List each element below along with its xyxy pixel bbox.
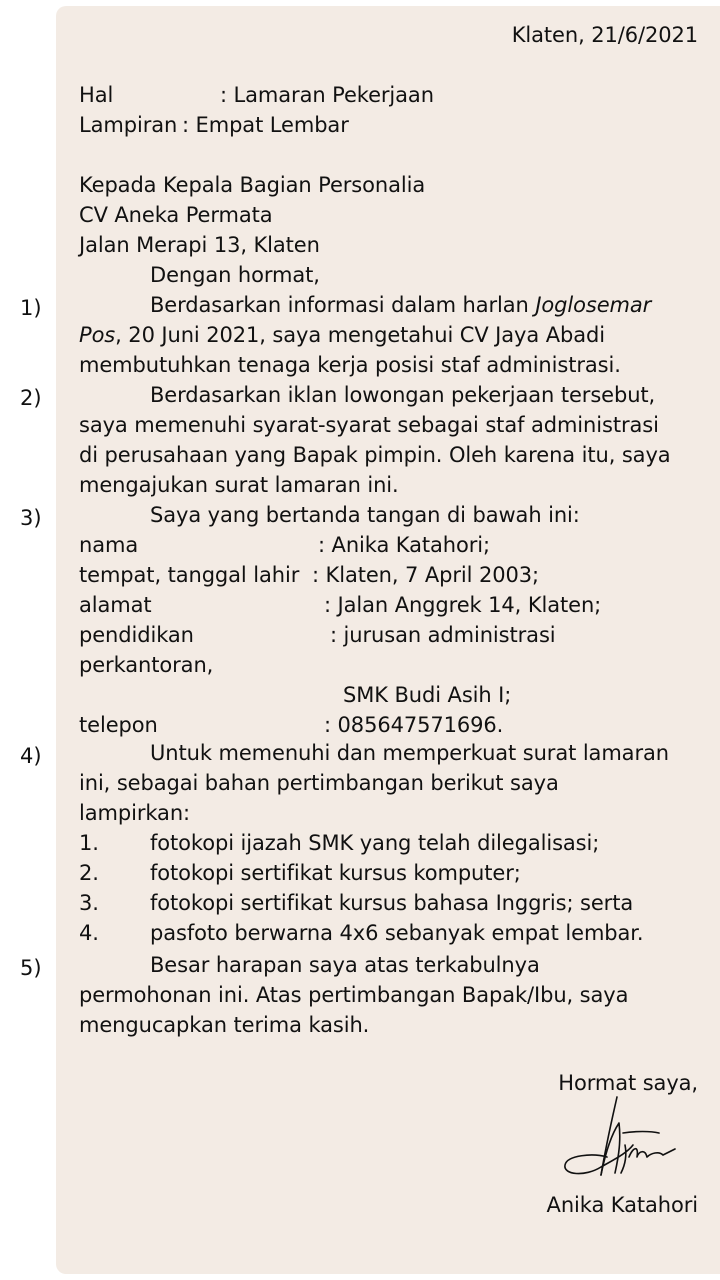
- list-item: fotokopi sertifikat kursus bahasa Inggris; serta: [150, 891, 634, 915]
- subject-label: Hal: [79, 83, 114, 107]
- greeting: Dengan hormat,: [150, 263, 320, 287]
- bio-school: SMK Budi Asih I;: [343, 683, 512, 707]
- p2-line: saya memenuhi syarat-syarat sebagai staf administrasi: [79, 413, 659, 437]
- newspaper-name-cont: Pos: [79, 323, 116, 347]
- list-item: pasfoto berwarna 4x6 sebanyak empat lembar.: [150, 921, 644, 945]
- p5-line: mengucapkan terima kasih.: [79, 1013, 370, 1037]
- p2-line: Berdasarkan iklan lowongan pekerjaan tersebut,: [150, 383, 656, 407]
- recipient-line: Jalan Merapi 13, Klaten: [79, 233, 320, 257]
- bio-birth-label: tempat, tanggal lahir: [79, 563, 300, 587]
- closing: Hormat saya,: [558, 1071, 698, 1095]
- p4-line: lampirkan:: [79, 801, 191, 825]
- list-item: fotokopi sertifikat kursus komputer;: [150, 861, 521, 885]
- bio-education-cont: perkantoran,: [79, 653, 214, 677]
- paragraph-marker: 1): [20, 296, 42, 320]
- p1-line-2: [79, 320, 605, 350]
- bio-address-label: alamat: [79, 593, 152, 617]
- list-item-number: 4.: [79, 921, 99, 945]
- p2-line: di perusahaan yang Bapak pimpin. Oleh karena itu, saya: [79, 443, 671, 467]
- letter-date: Klaten, 21/6/2021: [511, 23, 698, 47]
- list-item-number: 3.: [79, 891, 99, 915]
- bio-phone-value: : 085647571696.: [324, 713, 504, 737]
- bio-education-label: pendidikan: [79, 623, 194, 647]
- recipient-line: CV Aneka Permata: [79, 203, 273, 227]
- bio-birth-value: : Klaten, 7 April 2003;: [312, 563, 539, 587]
- p1-line-1: [150, 290, 651, 320]
- bio-name-value: : Anika Katahori;: [318, 533, 490, 557]
- p4-line: ini, sebagai bahan pertimbangan berikut saya: [79, 771, 559, 795]
- attachment-value: : Empat Lembar: [182, 113, 349, 137]
- subject-value: : Lamaran Pekerjaan: [220, 83, 434, 107]
- attachment-label: Lampiran: [79, 113, 178, 137]
- paragraph-marker: 2): [20, 386, 42, 410]
- list-item-number: 2.: [79, 861, 99, 885]
- p2-line: mengajukan surat lamaran ini.: [79, 473, 399, 497]
- bio-name-label: nama: [79, 533, 139, 557]
- paragraph-marker: 3): [20, 506, 42, 530]
- handwritten-signature: [555, 1095, 680, 1190]
- p3-intro: Saya yang bertanda tangan di bawah ini:: [150, 503, 580, 527]
- p1-text: , 20 Juni 2021, saya mengetahui CV Jaya Abadi: [115, 323, 605, 347]
- bio-address-value: : Jalan Anggrek 14, Klaten;: [324, 593, 602, 617]
- recipient-line: Kepada Kepala Bagian Personalia: [79, 173, 426, 197]
- newspaper-name: Joglosemar: [535, 293, 652, 317]
- p1-text: Berdasarkan informasi dalam harlan: [150, 293, 536, 317]
- p4-line: Untuk memenuhi dan memperkuat surat lamaran: [150, 741, 669, 765]
- signer-name: Anika Katahori: [546, 1193, 698, 1217]
- list-item: fotokopi ijazah SMK yang telah dilegalisasi;: [150, 831, 600, 855]
- p1-line-3: membutuhkan tenaga kerja posisi staf administrasi.: [79, 353, 621, 377]
- bio-education-value: : jurusan administrasi: [330, 623, 556, 647]
- list-item-number: 1.: [79, 831, 99, 855]
- p5-line: Besar harapan saya atas terkabulnya: [150, 953, 540, 977]
- paragraph-marker: 5): [20, 956, 42, 980]
- p5-line: permohonan ini. Atas pertimbangan Bapak/Ibu, saya: [79, 983, 629, 1007]
- bio-phone-label: telepon: [79, 713, 158, 737]
- paragraph-marker: 4): [20, 744, 42, 768]
